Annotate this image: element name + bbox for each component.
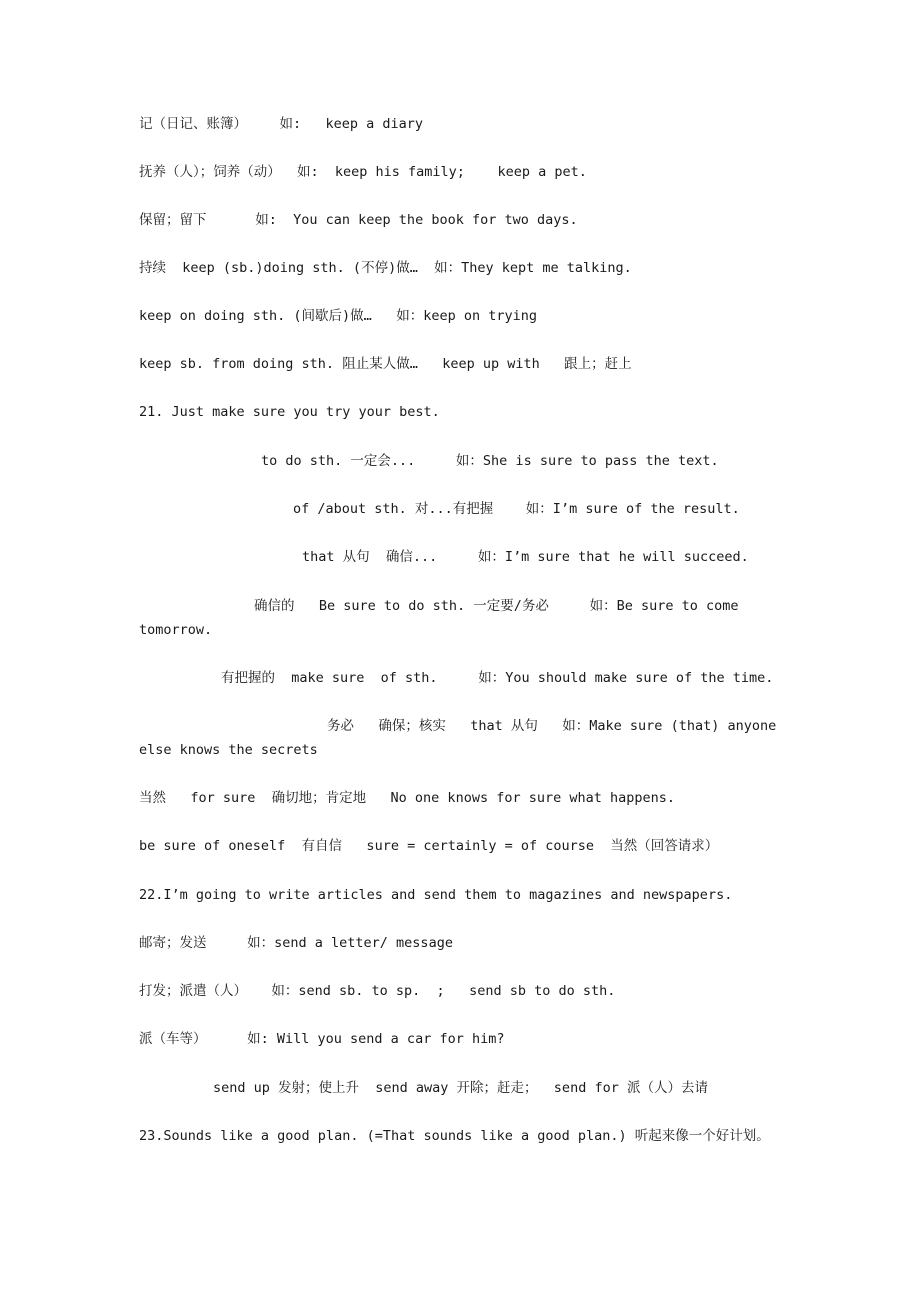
text-line: 保留；留下 如: You can keep the book for two days. (139, 212, 578, 228)
text-line: 抚养（人）；饲养（动） 如: keep his family; keep a pet. (139, 164, 587, 180)
text-line: 邮寄；发送 如：send a letter/ message (139, 935, 453, 951)
text-line: 持续 keep (sb.)doing sth. (不停)做… 如：They kept me talking. (139, 260, 632, 276)
text-line: 派（车等） 如: Will you send a car for him? (139, 1031, 505, 1047)
text-line: that 从句 确信... 如：I’m sure that he will succeed. (302, 549, 749, 565)
section-heading-21: 21. Just make sure you try your best. (139, 404, 440, 420)
text-line: of /about sth. 对...有把握 如：I’m sure of the result. (293, 501, 740, 517)
section-heading-23: 23.Sounds like a good plan. (=That sounds like a good plan.) 听起来像一个好计划。 (139, 1128, 770, 1144)
text-line: 有把握的 make sure of sth. 如：You should make sure of the time. (221, 670, 774, 686)
text-line: 记（日记、账簿） 如: keep a diary (139, 116, 424, 132)
text-line: 确信的 Be sure to do sth. 一定要/务必 如：Be sure to come (254, 598, 739, 614)
text-line: keep sb. from doing sth. 阻止某人做… keep up with 跟上；赶上 (139, 356, 632, 372)
text-line: 打发；派遣（人） 如：send sb. to sp. ; send sb to do sth. (139, 983, 616, 999)
text-line: to do sth. 一定会... 如：She is sure to pass the text. (261, 453, 719, 469)
text-line: send up 发射；使上升 send away 开除；赶走； send for 派（人）去请 (213, 1080, 708, 1096)
section-heading-22: 22.I’m going to write articles and send them to magazines and newspapers. (139, 887, 733, 903)
text-line: 务必 确保；核实 that 从句 如：Make sure (that) anyone (327, 718, 777, 734)
text-line: else knows the secrets (139, 742, 318, 758)
text-line: keep on doing sth. (间歇后)做… 如：keep on trying (139, 308, 537, 324)
text-line: be sure of oneself 有自信 sure = certainly = of course 当然（回答请求） (139, 838, 719, 854)
text-line: 当然 for sure 确切地；肯定地 No one knows for sure what happens. (139, 790, 676, 806)
text-line: tomorrow. (139, 622, 213, 638)
